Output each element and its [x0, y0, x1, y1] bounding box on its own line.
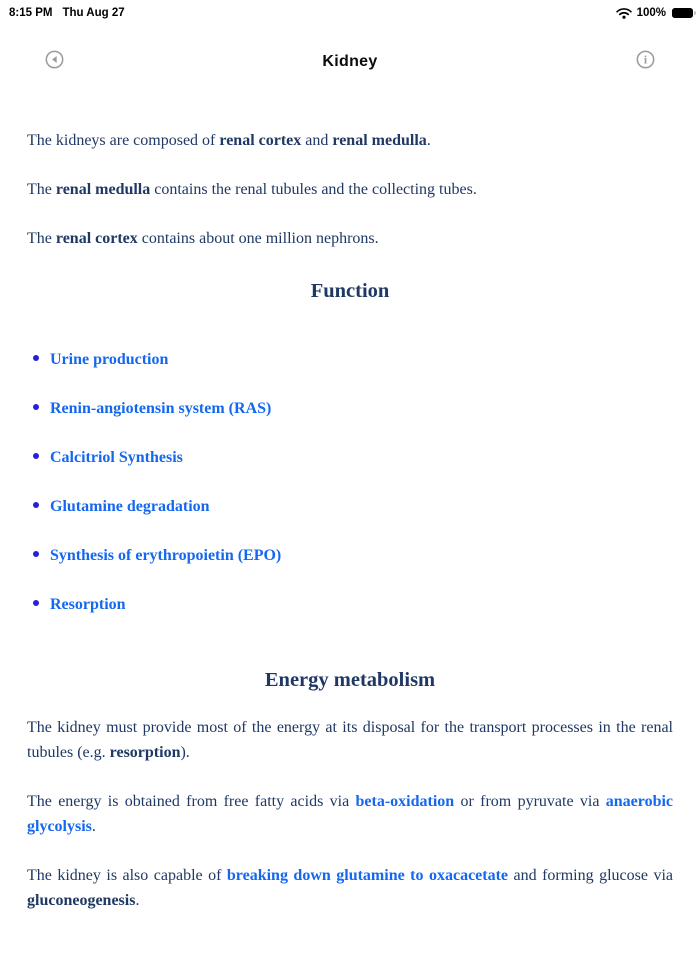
status-right: [616, 7, 693, 19]
text-segment: gluconeogenesis: [27, 892, 136, 909]
inline-link[interactable]: breaking down glutamine to oxacacetate: [226, 867, 509, 884]
list-item: [33, 592, 673, 617]
list-item: [33, 347, 673, 372]
page-title: Kidney: [322, 53, 378, 70]
list-item: [33, 494, 673, 519]
info-button[interactable]: [636, 50, 655, 69]
function-list-link[interactable]: Glutamine degradation: [50, 498, 210, 515]
text-segment: renal medulla: [332, 132, 427, 149]
text-segment: renal cortex: [219, 132, 302, 149]
bullet-icon: [33, 502, 39, 508]
text-segment: The kidney is also capable of: [27, 867, 227, 884]
nav-bar: [0, 22, 700, 80]
text-segment: renal cortex: [55, 230, 138, 247]
paragraph-glutamine: [27, 863, 673, 913]
status-date: Thu Aug 27: [62, 7, 125, 19]
text-segment: The kidneys are composed of: [27, 132, 220, 149]
text-segment: contains about one million nephrons.: [137, 230, 379, 247]
status-time: 8:15 PM: [9, 7, 53, 19]
paragraph-energy-sources: [27, 789, 673, 839]
content: [0, 128, 700, 956]
status-bar: [0, 0, 700, 22]
inline-link[interactable]: anaerobic glycolysis: [27, 793, 674, 835]
text-segment: The kidney must provide most of the energy at its disposal for the transport processes in the renal tubules (e.g.: [27, 719, 673, 761]
function-list-link[interactable]: Renin-angiotensin system (RAS): [50, 400, 272, 417]
battery-percent: 100%: [636, 7, 666, 19]
bullet-icon: [33, 600, 39, 606]
text-segment: and forming glucose via: [508, 867, 673, 884]
wifi-icon: [616, 7, 632, 19]
text-segment: resorption: [109, 744, 181, 761]
list-item: [33, 543, 673, 568]
bullet-icon: [33, 551, 39, 557]
bullet-icon: [33, 355, 39, 361]
text-segment: and: [301, 132, 333, 149]
status-left: [9, 7, 125, 19]
text-segment: .: [426, 132, 431, 149]
section-heading-function: Function: [310, 280, 390, 302]
function-list-link[interactable]: Calcitriol Synthesis: [50, 449, 183, 466]
function-list-link[interactable]: Synthesis of erythropoietin (EPO): [50, 547, 282, 564]
paragraph-energy-transport: [27, 715, 673, 765]
text-segment: .: [91, 818, 96, 835]
paragraph-composition: [27, 128, 673, 153]
battery-icon: [672, 8, 693, 19]
section-heading-energy: Energy metabolism: [264, 669, 436, 691]
list-item: [33, 445, 673, 470]
text-segment: or from pyruvate via: [454, 793, 606, 810]
function-list-link[interactable]: Urine production: [50, 351, 169, 368]
circled-info-icon: [636, 54, 655, 72]
text-segment: The energy is obtained from free fatty acids via: [27, 793, 356, 810]
paragraph-cortex: [27, 226, 673, 251]
paragraph-medulla: [27, 177, 673, 202]
text-segment: renal medulla: [55, 181, 151, 198]
bullet-icon: [33, 453, 39, 459]
text-segment: contains the renal tubules and the collecting tubes.: [150, 181, 477, 198]
function-list: [27, 347, 673, 617]
bullet-icon: [33, 404, 39, 410]
list-item: [33, 396, 673, 421]
function-list-link[interactable]: Resorption: [50, 596, 126, 613]
svg-text:i: i: [643, 54, 648, 67]
text-segment: .: [135, 892, 140, 909]
inline-link[interactable]: beta-oxidation: [355, 793, 455, 810]
text-segment: ).: [180, 744, 190, 761]
text-segment: The: [27, 181, 56, 198]
text-segment: The: [27, 230, 56, 247]
